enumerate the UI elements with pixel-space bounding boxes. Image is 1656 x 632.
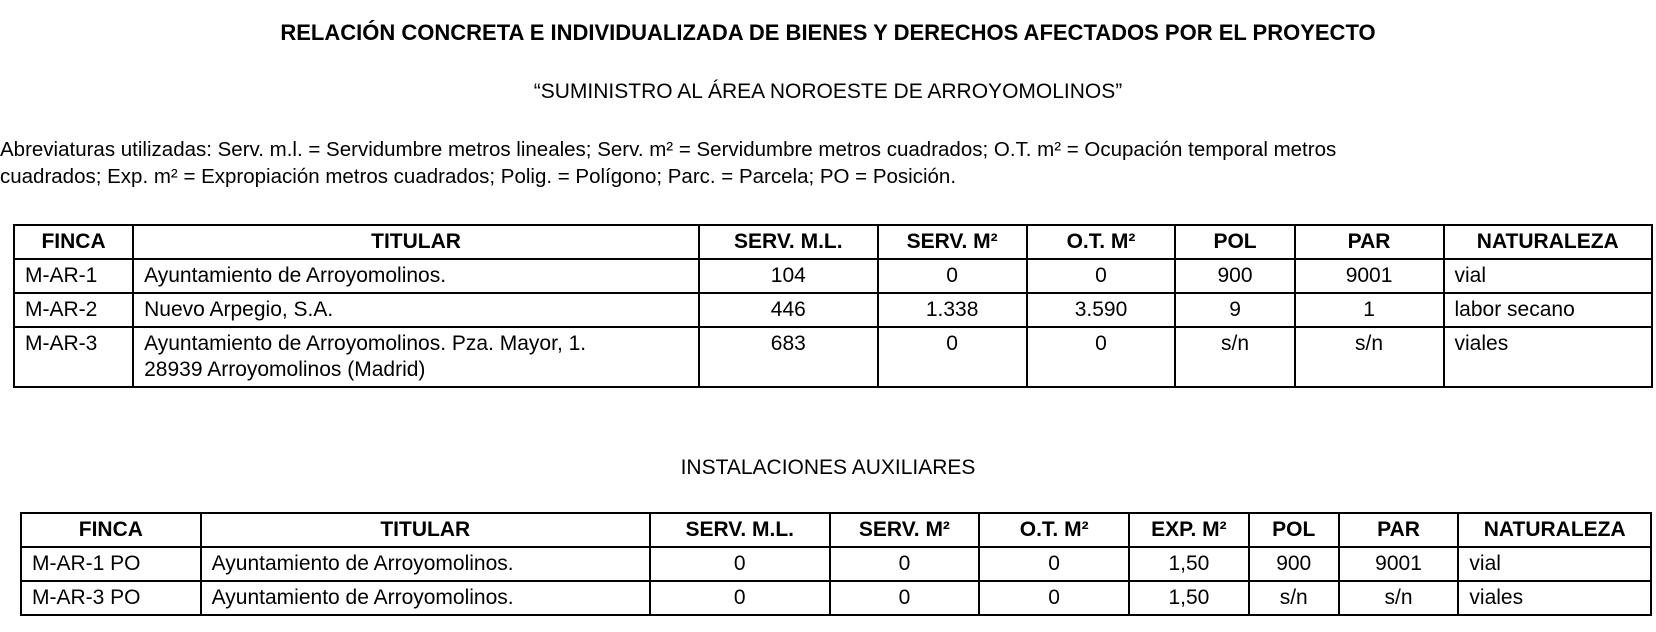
table-row	[21, 547, 1651, 581]
cell-ot-m2: 0	[1027, 259, 1176, 293]
table-row	[14, 327, 1652, 387]
header-ot-m2: O.T. M²	[979, 513, 1129, 547]
cell-finca: M-AR-1	[14, 259, 133, 293]
titular-line-1: Ayuntamiento de Arroyomolinos. Pza. Mayor, 1.	[144, 332, 587, 355]
cell-naturaleza: viales	[1444, 327, 1653, 387]
header-pol: POL	[1249, 513, 1339, 547]
cell-finca: M-AR-3	[14, 327, 133, 387]
cell-naturaleza: viales	[1458, 581, 1651, 615]
header-titular: TITULAR	[133, 225, 699, 259]
cell-naturaleza: vial	[1458, 547, 1651, 581]
header-serv-m2: SERV. M²	[830, 513, 980, 547]
cell-pol: 9	[1175, 293, 1294, 327]
cell-serv-m2: 0	[830, 581, 980, 615]
cell-naturaleza: labor secano	[1444, 293, 1653, 327]
cell-pol: s/n	[1175, 327, 1294, 387]
header-naturaleza: NATURALEZA	[1458, 513, 1651, 547]
header-serv-ml: SERV. M.L.	[699, 225, 878, 259]
cell-naturaleza: vial	[1444, 259, 1653, 293]
cell-exp-m2: 1,50	[1129, 547, 1249, 581]
cell-titular: Nuevo Arpegio, S.A.	[133, 293, 699, 327]
project-subtitle: “SUMINISTRO AL ÁREA NOROESTE DE ARROYOMOLINOS”	[533, 80, 1123, 103]
table-header-row	[21, 513, 1651, 547]
cell-par: s/n	[1339, 581, 1459, 615]
cell-serv-ml: 446	[699, 293, 878, 327]
header-serv-m2: SERV. M²	[878, 225, 1027, 259]
cell-serv-ml: 683	[699, 327, 878, 387]
table-row	[14, 293, 1652, 327]
cell-finca: M-AR-2	[14, 293, 133, 327]
header-finca: FINCA	[21, 513, 201, 547]
cell-pol: 900	[1175, 259, 1294, 293]
cell-serv-ml: 0	[650, 581, 830, 615]
header-finca: FINCA	[14, 225, 133, 259]
cell-serv-ml: 0	[650, 547, 830, 581]
cell-pol: s/n	[1249, 581, 1339, 615]
cell-serv-m2: 0	[830, 547, 980, 581]
auxiliary-installations-table	[20, 512, 1652, 616]
cell-ot-m2: 3.590	[1027, 293, 1176, 327]
cell-par: 1	[1295, 293, 1444, 327]
header-naturaleza: NATURALEZA	[1444, 225, 1653, 259]
document-title: RELACIÓN CONCRETA E INDIVIDUALIZADA DE BIENES Y DERECHOS AFECTADOS POR EL PROYECTO	[280, 20, 1376, 45]
cell-ot-m2: 0	[1027, 327, 1176, 387]
cell-exp-m2: 1,50	[1129, 581, 1249, 615]
cell-titular	[133, 327, 699, 387]
cell-titular: Ayuntamiento de Arroyomolinos.	[201, 547, 650, 581]
header-serv-ml: SERV. M.L.	[650, 513, 830, 547]
header-pol: POL	[1175, 225, 1294, 259]
header-par: PAR	[1339, 513, 1459, 547]
table-header-row	[14, 225, 1652, 259]
cell-serv-ml: 104	[699, 259, 878, 293]
header-ot-m2: O.T. M²	[1027, 225, 1176, 259]
titular-line-2: 28939 Arroyomolinos (Madrid)	[144, 358, 426, 381]
header-par: PAR	[1295, 225, 1444, 259]
cell-ot-m2: 0	[979, 547, 1129, 581]
cell-par: 9001	[1339, 547, 1459, 581]
cell-finca: M-AR-3 PO	[21, 581, 201, 615]
cell-par: s/n	[1295, 327, 1444, 387]
abbreviations-line-2: cuadrados; Exp. m² = Expropiación metros cuadrados; Polig. = Polígono; Parc. = Parcela; PO = Posición.	[0, 165, 957, 188]
cell-serv-m2: 0	[878, 259, 1027, 293]
table-row	[21, 581, 1651, 615]
cell-serv-m2: 0	[878, 327, 1027, 387]
cell-par: 9001	[1295, 259, 1444, 293]
abbreviations-line-1: Abreviaturas utilizadas: Serv. m.l. = Servidumbre metros lineales; Serv. m² = Servidumbre metros cuadrados; O.T. m² = Ocupación temporal metros	[0, 138, 1337, 161]
header-titular: TITULAR	[201, 513, 650, 547]
cell-ot-m2: 0	[979, 581, 1129, 615]
abbreviations-note	[0, 136, 1656, 190]
cell-pol: 900	[1249, 547, 1339, 581]
affected-properties-table	[13, 224, 1653, 388]
cell-titular: Ayuntamiento de Arroyomolinos.	[201, 581, 650, 615]
cell-serv-m2: 1.338	[878, 293, 1027, 327]
cell-titular: Ayuntamiento de Arroyomolinos.	[133, 259, 699, 293]
header-exp-m2: EXP. M²	[1129, 513, 1249, 547]
cell-finca: M-AR-1 PO	[21, 547, 201, 581]
aux-section-title: INSTALACIONES AUXILIARES	[680, 456, 976, 479]
table-row	[14, 259, 1652, 293]
